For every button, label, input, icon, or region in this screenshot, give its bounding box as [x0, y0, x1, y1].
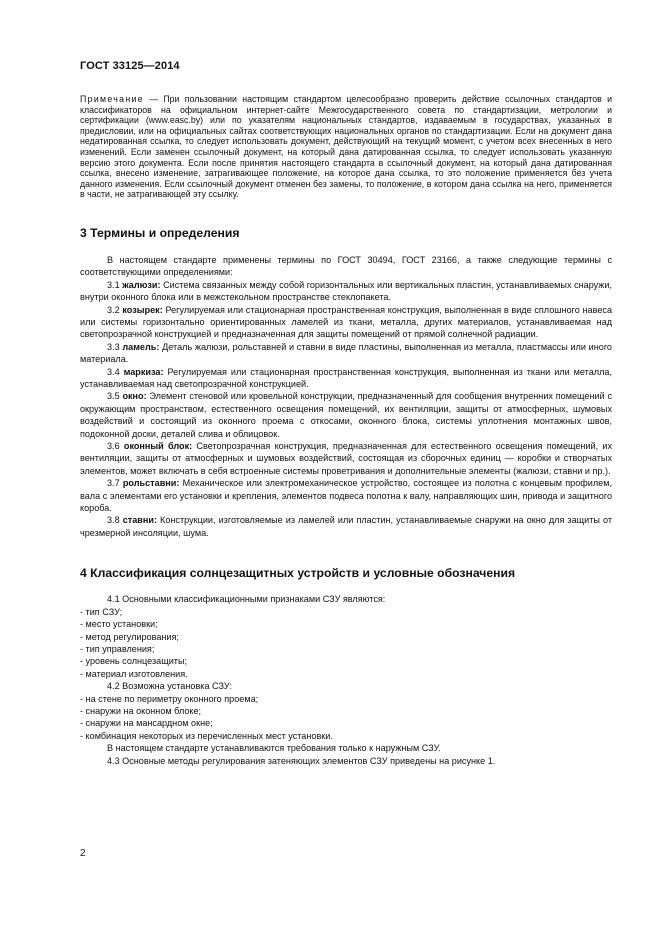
- reference-note: [80, 94, 612, 200]
- term-text: Элемент стеновой или кровельной конструкции, предназначенный для сообщения внутренних помещений с окружающим пространством, естественного освещения помещений, их вентиляции, защиты от атмосферных, шумовых воздействий и состоящий из оконного проема с откосами, оконного блока, системы уплотнения монтажных швов, подоконной доски, деталей слива и облицовок.: [80, 391, 612, 439]
- list-item: - место установки;: [80, 619, 158, 630]
- term-number: 3.7: [107, 478, 120, 489]
- term-number: 3.6: [107, 441, 120, 452]
- term-definition: [80, 514, 612, 539]
- list-item: 4.2 Возможна установка СЗУ:: [107, 681, 232, 692]
- section-3-intro: В настоящем стандарте применены термины по ГОСТ 30494, ГОСТ 23166, а также следующие термины с соответствующими определениями:: [80, 254, 612, 278]
- term-number: 3.5: [107, 391, 120, 402]
- list-item: 4.3 Основные методы регулирования затеняющих элементов СЗУ приведены на рисунке 1.: [107, 755, 496, 766]
- list-item: - тип управления;: [80, 643, 155, 654]
- term-text: Деталь жалюзи, рольставней и ставни в виде пластины, выполненная из металла, пластмассы или иного материала.: [80, 341, 612, 365]
- term-number: 3.3: [107, 341, 120, 352]
- term-definition: [80, 341, 612, 366]
- term-definition: [80, 304, 612, 341]
- page-number: 2: [80, 848, 86, 859]
- section-4-heading: 4 Классификация солнцезащитных устройств и условные обозначения: [80, 566, 516, 581]
- list-item: - тип СЗУ;: [80, 606, 123, 617]
- note-text: — При пользовании настоящим стандартом целесообразно проверить действие ссылочных стандартов и классификаторов на официальном интернет-сайте Межгосударственного совета по стандартизации, метрологии и сертификации (www.easc.by) или по указателям национальных стандартов, издаваемым в государствах, указанных в предисловии, или на официальных сайтах соответствующих национальных органов по стандартизации. Если на документ дана недатированная ссылка, то следует использовать документ, действующий на текущий момент, с учетом всех внесенных в него изменений. Если заменен ссылочный документ, на который дана датированная ссылка, то следует использовать указанную версию этого документа. Если после принятия настоящего стандарта в ссылочный документ, на который дана датированная ссылка, внесено изменение, затрагивающее положение, на которое дана ссылка, то это положение применяется без учета данного изменения. Если ссылочный документ отменен без замены, то положение, в котором дана ссылка на него, применяется в части, не затрагивающей эту ссылку.: [80, 94, 612, 200]
- list-item: - материал изготовления.: [80, 668, 188, 679]
- list-item: В настоящем стандарте устанавливаются требования только к наружным СЗУ.: [107, 743, 441, 754]
- term-definition: [80, 477, 612, 514]
- term-number: 3.4: [107, 366, 120, 377]
- term-text: Регулируемая или стационарная пространственная конструкция, выполненная в виде сплошного навеса или системы горизонтально ориентированных ламелей из ткани, металла, других материалов, устанавливаемая над светопрозрачной конструкцией и предназначенная для защиты помещений от прямой солнечной радиации.: [80, 304, 612, 340]
- list-item: - метод регулирования;: [80, 631, 179, 642]
- list-item: 4.1 Основными классификационными признаками СЗУ являются:: [107, 594, 386, 605]
- term-word: оконный блок:: [123, 441, 193, 452]
- document-header: ГОСТ 33125—2014: [80, 60, 180, 72]
- list-item: - снаружи на мансардном окне;: [80, 718, 213, 729]
- term-word: ламель:: [122, 341, 160, 352]
- section-3-heading: 3 Термины и определения: [80, 225, 240, 240]
- term-text: Регулируемая или стационарная пространственная конструкция, выполненная из ткани или металла, устанавливаемая над светопрозрачной конструкцией.: [80, 366, 612, 389]
- term-number: 3.2: [107, 304, 120, 315]
- term-word: козырек:: [122, 304, 163, 315]
- classification-list: [80, 593, 612, 767]
- term-text: Конструкции, изготовляемые из ламелей или пластин, устанавливаемые снаружи на окно для защиты от чрезмерной инсоляции, шума.: [80, 515, 612, 538]
- term-text: Система связанных между собой горизонтальных или вертикальных пластин, устанавливаемых снаружи, внутри оконного блока или в межстекольном пространстве стеклопакета.: [80, 279, 612, 303]
- list-item: - снаружи на оконном блоке;: [80, 705, 202, 716]
- term-number: 3.1: [107, 279, 120, 290]
- term-word: ставни:: [122, 515, 157, 526]
- list-item: - уровень солнцезащиты;: [80, 656, 188, 667]
- term-word: рольставни:: [122, 478, 180, 489]
- terms-list: [80, 279, 612, 540]
- term-word: окно:: [122, 391, 147, 402]
- page-content: [80, 94, 612, 767]
- term-definition: [80, 440, 612, 477]
- term-word: маркиза:: [123, 366, 164, 377]
- term-definition: [80, 279, 612, 304]
- list-item: - комбинация некоторых из перечисленных мест установки.: [80, 730, 333, 741]
- term-text: Механическое или электромеханическое устройство, состоящее из полотна с концевым профилем, вала с элементами его установки и крепления, элементов подвеса полотна к валу, направляющих шин, привода и защитного короба.: [80, 478, 612, 514]
- term-definition: [80, 390, 612, 440]
- term-number: 3.8: [107, 515, 120, 526]
- term-definition: [80, 366, 612, 391]
- term-text: Светопрозрачная конструкция, предназначенная для естественного освещения помещений, их вентиляции, защиты от атмосферных и шумовых воздействий, состоящая из сборочных единиц — коробки и створчатых элементов, может включать в себя встроенные системы проветривания и дополнительные элементы (жалюзи, ставни и пр.).: [80, 441, 612, 476]
- note-lead: Примечание: [80, 94, 144, 104]
- term-word: жалюзи:: [122, 279, 161, 290]
- list-item: - на стене по периметру оконного проема;: [80, 693, 259, 704]
